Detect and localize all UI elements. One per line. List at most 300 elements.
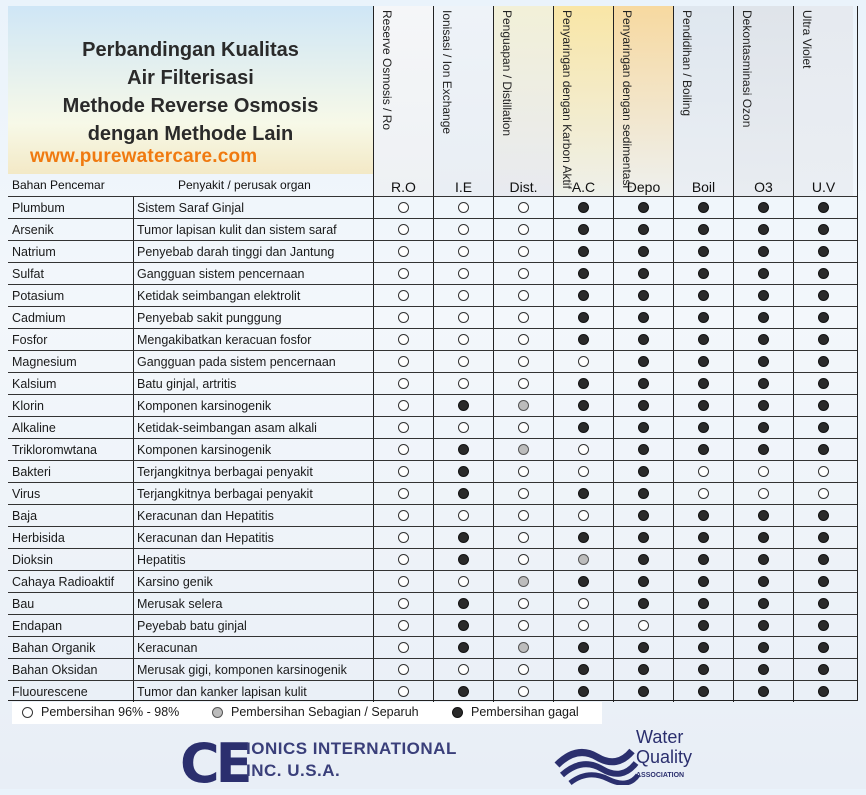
fail-dot-icon (458, 554, 469, 565)
full-clean-dot-icon (578, 444, 589, 455)
fail-dot-icon (818, 422, 829, 433)
rating-cell (613, 219, 673, 240)
fail-dot-icon (698, 576, 709, 587)
fail-dot-icon (638, 290, 649, 301)
legend-label-fail: Pembersihan gagal (471, 705, 579, 719)
rating-cell (433, 615, 493, 636)
full-clean-dot-icon (398, 422, 409, 433)
effect-cell: Terjangkitnya berbagai penyakit (133, 483, 373, 504)
rating-cell (673, 395, 733, 416)
rating-cell (673, 439, 733, 460)
fail-dot-icon (578, 378, 589, 389)
method-full-name: Penguapan / Distillation (500, 10, 514, 137)
pollutant-cell: Bau (12, 597, 35, 611)
rating-cell (613, 593, 673, 614)
rating-cell (433, 263, 493, 284)
full-clean-dot-icon (398, 268, 409, 279)
full-clean-dot-icon (518, 246, 529, 257)
pollutant-cell: Alkaline (12, 421, 56, 435)
full-clean-dot-icon (398, 554, 409, 565)
rating-cell (793, 659, 853, 680)
fail-dot-icon (578, 246, 589, 257)
rating-cell (433, 241, 493, 262)
table-row (8, 460, 858, 482)
effect-cell: Merusak selera (133, 593, 373, 614)
fail-dot-icon (458, 532, 469, 543)
rating-cell (613, 659, 673, 680)
legend-item-full (22, 705, 179, 719)
method-column-5 (673, 6, 733, 196)
rating-cell (493, 219, 553, 240)
fail-dot-icon (818, 642, 829, 653)
rating-cell (373, 197, 433, 218)
full-clean-dot-icon (818, 466, 829, 477)
full-clean-dot-icon (518, 554, 529, 565)
rating-cell (733, 549, 793, 570)
rating-cell (553, 219, 613, 240)
rating-cell (493, 681, 553, 702)
rating-cell (373, 263, 433, 284)
method-column-7 (793, 6, 853, 196)
full-clean-dot-icon (638, 620, 649, 631)
partial-clean-dot-icon (212, 707, 223, 718)
rating-cell (373, 285, 433, 306)
fail-dot-icon (578, 664, 589, 675)
full-clean-dot-icon (458, 510, 469, 521)
header-effect: Penyakit / perusak organ (178, 178, 311, 192)
effect-cell: Komponen karsinogenik (133, 439, 373, 460)
table-row (8, 394, 858, 416)
full-clean-dot-icon (518, 532, 529, 543)
rating-cell (673, 505, 733, 526)
fail-dot-icon (638, 488, 649, 499)
fail-dot-icon (578, 224, 589, 235)
table-row (8, 504, 858, 526)
rating-cell (433, 373, 493, 394)
full-clean-dot-icon (458, 290, 469, 301)
rating-cell (733, 505, 793, 526)
rating-cell (613, 637, 673, 658)
rating-cell (733, 219, 793, 240)
fail-dot-icon (458, 598, 469, 609)
legend-label-partial: Pembersihan Sebagian / Separuh (231, 705, 419, 719)
full-clean-dot-icon (398, 246, 409, 257)
rating-cell (733, 637, 793, 658)
method-full-name: Ionisasi / Ion Exchange (440, 10, 454, 135)
header-pollutant: Bahan Pencemar (12, 178, 105, 192)
rating-cell (553, 285, 613, 306)
fail-dot-icon (758, 686, 769, 697)
rating-cell (433, 461, 493, 482)
rating-cell (673, 681, 733, 702)
rating-cell (433, 527, 493, 548)
pollutant-cell: Virus (12, 487, 41, 501)
rating-cell (493, 373, 553, 394)
fail-dot-icon (458, 488, 469, 499)
rating-cell (373, 549, 433, 570)
partial-clean-dot-icon (518, 576, 529, 587)
rating-cell (493, 307, 553, 328)
full-clean-dot-icon (578, 466, 589, 477)
rating-cell (613, 329, 673, 350)
fail-dot-icon (638, 598, 649, 609)
rating-cell (673, 659, 733, 680)
rating-cell (793, 681, 853, 702)
full-clean-dot-icon (518, 268, 529, 279)
effect-cell: Keracunan dan Hepatitis (133, 527, 373, 548)
title-line-3: Methode Reverse Osmosis (62, 95, 319, 117)
fail-dot-icon (698, 268, 709, 279)
full-clean-dot-icon (458, 202, 469, 213)
full-clean-dot-icon (578, 510, 589, 521)
rating-cell (733, 461, 793, 482)
rating-cell (553, 307, 613, 328)
table-row (8, 658, 858, 680)
table-row (8, 240, 858, 262)
full-clean-dot-icon (518, 422, 529, 433)
fail-dot-icon (452, 707, 463, 718)
method-full-name: Penyaringan dengan sedimentasi (620, 10, 634, 189)
full-clean-dot-icon (398, 488, 409, 499)
full-clean-dot-icon (518, 664, 529, 675)
rating-cell (493, 549, 553, 570)
rating-cell (793, 417, 853, 438)
full-clean-dot-icon (398, 312, 409, 323)
method-abbr: R.O (391, 179, 416, 195)
rating-cell (433, 637, 493, 658)
method-column-2 (493, 6, 553, 196)
fail-dot-icon (758, 400, 769, 411)
pollutant-cell: Trikloromwtana (12, 443, 97, 457)
fail-dot-icon (638, 466, 649, 477)
fail-dot-icon (698, 664, 709, 675)
fail-dot-icon (818, 576, 829, 587)
fail-dot-icon (698, 510, 709, 521)
rating-cell (433, 659, 493, 680)
fail-dot-icon (818, 246, 829, 257)
table-row (8, 328, 858, 350)
rating-cell (373, 483, 433, 504)
fail-dot-icon (758, 246, 769, 257)
rating-cell (553, 241, 613, 262)
fail-dot-icon (758, 290, 769, 301)
method-abbr: A.C (571, 179, 596, 195)
rating-cell (553, 549, 613, 570)
full-clean-dot-icon (398, 400, 409, 411)
fail-dot-icon (638, 224, 649, 235)
pollutant-cell: Dioksin (12, 553, 53, 567)
rating-cell (433, 439, 493, 460)
fail-dot-icon (638, 642, 649, 653)
legend-item-fail (452, 705, 579, 719)
full-clean-dot-icon (758, 466, 769, 477)
rating-cell (493, 461, 553, 482)
rating-cell (493, 659, 553, 680)
effect-cell: Keracunan (133, 637, 373, 658)
effect-cell: Merusak gigi, komponen karsinogenik (133, 659, 373, 680)
rating-cell (673, 417, 733, 438)
fail-dot-icon (698, 400, 709, 411)
table-row (8, 548, 858, 570)
rating-cell (373, 659, 433, 680)
pollutant-cell: Potasium (12, 289, 65, 303)
fail-dot-icon (458, 400, 469, 411)
full-clean-dot-icon (398, 202, 409, 213)
effect-cell: Hepatitis (133, 549, 373, 570)
rating-cell (673, 329, 733, 350)
fail-dot-icon (698, 598, 709, 609)
rating-cell (733, 263, 793, 284)
rating-cell (373, 219, 433, 240)
fail-dot-icon (818, 334, 829, 345)
rating-cell (613, 505, 673, 526)
rating-cell (793, 263, 853, 284)
full-clean-dot-icon (518, 510, 529, 521)
effect-cell: Gangguan sistem pencernaan (133, 263, 373, 284)
rating-cell (673, 219, 733, 240)
rating-cell (613, 615, 673, 636)
fail-dot-icon (698, 686, 709, 697)
pollutant-cell: Plumbum (12, 201, 65, 215)
title-line-4: dengan Methode Lain (87, 123, 294, 145)
table-row (8, 218, 858, 240)
method-column-1 (433, 6, 493, 196)
pollutant-cell: Kalsium (12, 377, 57, 391)
method-full-name: Pendidihan / Boiling (680, 10, 694, 117)
fail-dot-icon (638, 532, 649, 543)
full-clean-dot-icon (398, 686, 409, 697)
rating-cell (733, 307, 793, 328)
pollutant-cell: Baja (12, 509, 38, 523)
pollutant-cell: Arsenik (12, 223, 54, 237)
rating-cell (793, 241, 853, 262)
fail-dot-icon (458, 642, 469, 653)
rating-cell (433, 197, 493, 218)
legend-item-partial (212, 705, 419, 719)
rating-cell (493, 263, 553, 284)
rating-cell (493, 615, 553, 636)
rating-cell (673, 549, 733, 570)
full-clean-dot-icon (458, 664, 469, 675)
fail-dot-icon (818, 268, 829, 279)
fail-dot-icon (818, 664, 829, 675)
rating-cell (733, 615, 793, 636)
rating-cell (673, 351, 733, 372)
method-column-3 (553, 6, 613, 196)
fail-dot-icon (758, 378, 769, 389)
rating-cell (493, 505, 553, 526)
fail-dot-icon (638, 268, 649, 279)
method-full-name: Penyaringan dengan Karbon Aktif (560, 10, 574, 189)
fail-dot-icon (758, 422, 769, 433)
fail-dot-icon (758, 532, 769, 543)
wq-association: ASSOCIATION (636, 772, 685, 779)
table-row (8, 284, 858, 306)
full-clean-dot-icon (398, 510, 409, 521)
fail-dot-icon (818, 510, 829, 521)
full-clean-dot-icon (578, 598, 589, 609)
fail-dot-icon (758, 576, 769, 587)
rating-cell (493, 197, 553, 218)
effect-cell: Peyebab batu ginjal (133, 615, 373, 636)
fail-dot-icon (818, 224, 829, 235)
fail-dot-icon (698, 620, 709, 631)
rating-cell (673, 571, 733, 592)
ionics-line-1: IONICS INTERNATIONAL (246, 739, 457, 758)
rating-cell (673, 285, 733, 306)
fail-dot-icon (638, 510, 649, 521)
rating-cell (793, 285, 853, 306)
rating-cell (613, 549, 673, 570)
fail-dot-icon (758, 224, 769, 235)
fail-dot-icon (758, 554, 769, 565)
effect-cell: Batu ginjal, artritis (133, 373, 373, 394)
method-abbr: Boil (691, 179, 716, 195)
method-full-name: Reserve Osmosis / Ro (380, 10, 394, 131)
rating-cell (553, 351, 613, 372)
pollutant-cell: Fluourescene (12, 685, 88, 699)
table-row (8, 262, 858, 284)
full-clean-dot-icon (578, 356, 589, 367)
table-row (8, 196, 858, 218)
rating-cell (373, 373, 433, 394)
rating-cell (493, 241, 553, 262)
rating-cell (373, 395, 433, 416)
fail-dot-icon (818, 400, 829, 411)
table-body (8, 196, 858, 702)
rating-cell (733, 439, 793, 460)
pollutant-cell: Magnesium (12, 355, 77, 369)
rating-cell (793, 483, 853, 504)
full-clean-dot-icon (518, 686, 529, 697)
full-clean-dot-icon (518, 378, 529, 389)
fail-dot-icon (638, 312, 649, 323)
fail-dot-icon (578, 202, 589, 213)
fail-dot-icon (578, 576, 589, 587)
rating-cell (373, 527, 433, 548)
rating-cell (673, 241, 733, 262)
full-clean-dot-icon (578, 620, 589, 631)
method-column-4 (613, 6, 673, 196)
fail-dot-icon (638, 202, 649, 213)
rating-cell (433, 285, 493, 306)
rating-cell (613, 307, 673, 328)
fail-dot-icon (578, 642, 589, 653)
rating-cell (553, 439, 613, 460)
fail-dot-icon (818, 290, 829, 301)
full-clean-dot-icon (518, 466, 529, 477)
fail-dot-icon (758, 312, 769, 323)
rating-cell (613, 197, 673, 218)
fail-dot-icon (698, 444, 709, 455)
rating-cell (733, 285, 793, 306)
method-abbr: I.E (454, 179, 473, 195)
full-clean-dot-icon (758, 488, 769, 499)
full-clean-dot-icon (398, 334, 409, 345)
comparison-table (8, 6, 858, 701)
fail-dot-icon (638, 356, 649, 367)
fail-dot-icon (698, 378, 709, 389)
full-clean-dot-icon (398, 444, 409, 455)
full-clean-dot-icon (398, 290, 409, 301)
fail-dot-icon (818, 554, 829, 565)
rating-cell (733, 241, 793, 262)
rating-cell (433, 307, 493, 328)
rating-cell (493, 285, 553, 306)
legend-label-full: Pembersihan 96% - 98% (41, 705, 180, 719)
full-clean-dot-icon (518, 334, 529, 345)
fail-dot-icon (818, 378, 829, 389)
rating-cell (793, 571, 853, 592)
website-link[interactable]: www.purewatercare.com (30, 146, 258, 167)
rating-cell (493, 483, 553, 504)
effect-cell: Penyebab darah tinggi dan Jantung (133, 241, 373, 262)
wq-line-2: Quality (636, 747, 693, 767)
rating-cell (673, 263, 733, 284)
fail-dot-icon (698, 312, 709, 323)
rating-cell (613, 263, 673, 284)
rating-cell (733, 593, 793, 614)
rating-cell (433, 593, 493, 614)
full-clean-dot-icon (458, 268, 469, 279)
rating-cell (733, 681, 793, 702)
fail-dot-icon (758, 334, 769, 345)
rating-cell (553, 461, 613, 482)
full-clean-dot-icon (518, 620, 529, 631)
full-clean-dot-icon (398, 664, 409, 675)
rating-cell (793, 307, 853, 328)
rating-cell (493, 417, 553, 438)
effect-cell: Gangguan pada sistem pencernaan (133, 351, 373, 372)
full-clean-dot-icon (398, 576, 409, 587)
fail-dot-icon (698, 422, 709, 433)
fail-dot-icon (758, 444, 769, 455)
fail-dot-icon (818, 686, 829, 697)
method-abbr: Depo (626, 179, 661, 195)
ionics-brand (246, 738, 457, 782)
fail-dot-icon (578, 422, 589, 433)
partial-clean-dot-icon (518, 642, 529, 653)
fail-dot-icon (758, 268, 769, 279)
rating-cell (793, 593, 853, 614)
rating-cell (733, 373, 793, 394)
fail-dot-icon (578, 334, 589, 345)
rating-cell (373, 329, 433, 350)
table-row (8, 636, 858, 658)
method-column-0 (373, 6, 433, 196)
rating-cell (493, 593, 553, 614)
rating-cell (493, 439, 553, 460)
fail-dot-icon (698, 202, 709, 213)
rating-cell (373, 307, 433, 328)
rating-cell (613, 571, 673, 592)
rating-cell (373, 439, 433, 460)
rating-cell (733, 329, 793, 350)
full-clean-dot-icon (458, 334, 469, 345)
rating-cell (673, 197, 733, 218)
rating-cell (553, 659, 613, 680)
rating-cell (553, 571, 613, 592)
rating-cell (553, 197, 613, 218)
fail-dot-icon (818, 444, 829, 455)
table-row (8, 438, 858, 460)
rating-cell (613, 351, 673, 372)
method-abbr: U.V (811, 179, 836, 195)
rating-cell (433, 219, 493, 240)
rating-cell (733, 395, 793, 416)
rating-cell (373, 461, 433, 482)
rating-cell (553, 637, 613, 658)
